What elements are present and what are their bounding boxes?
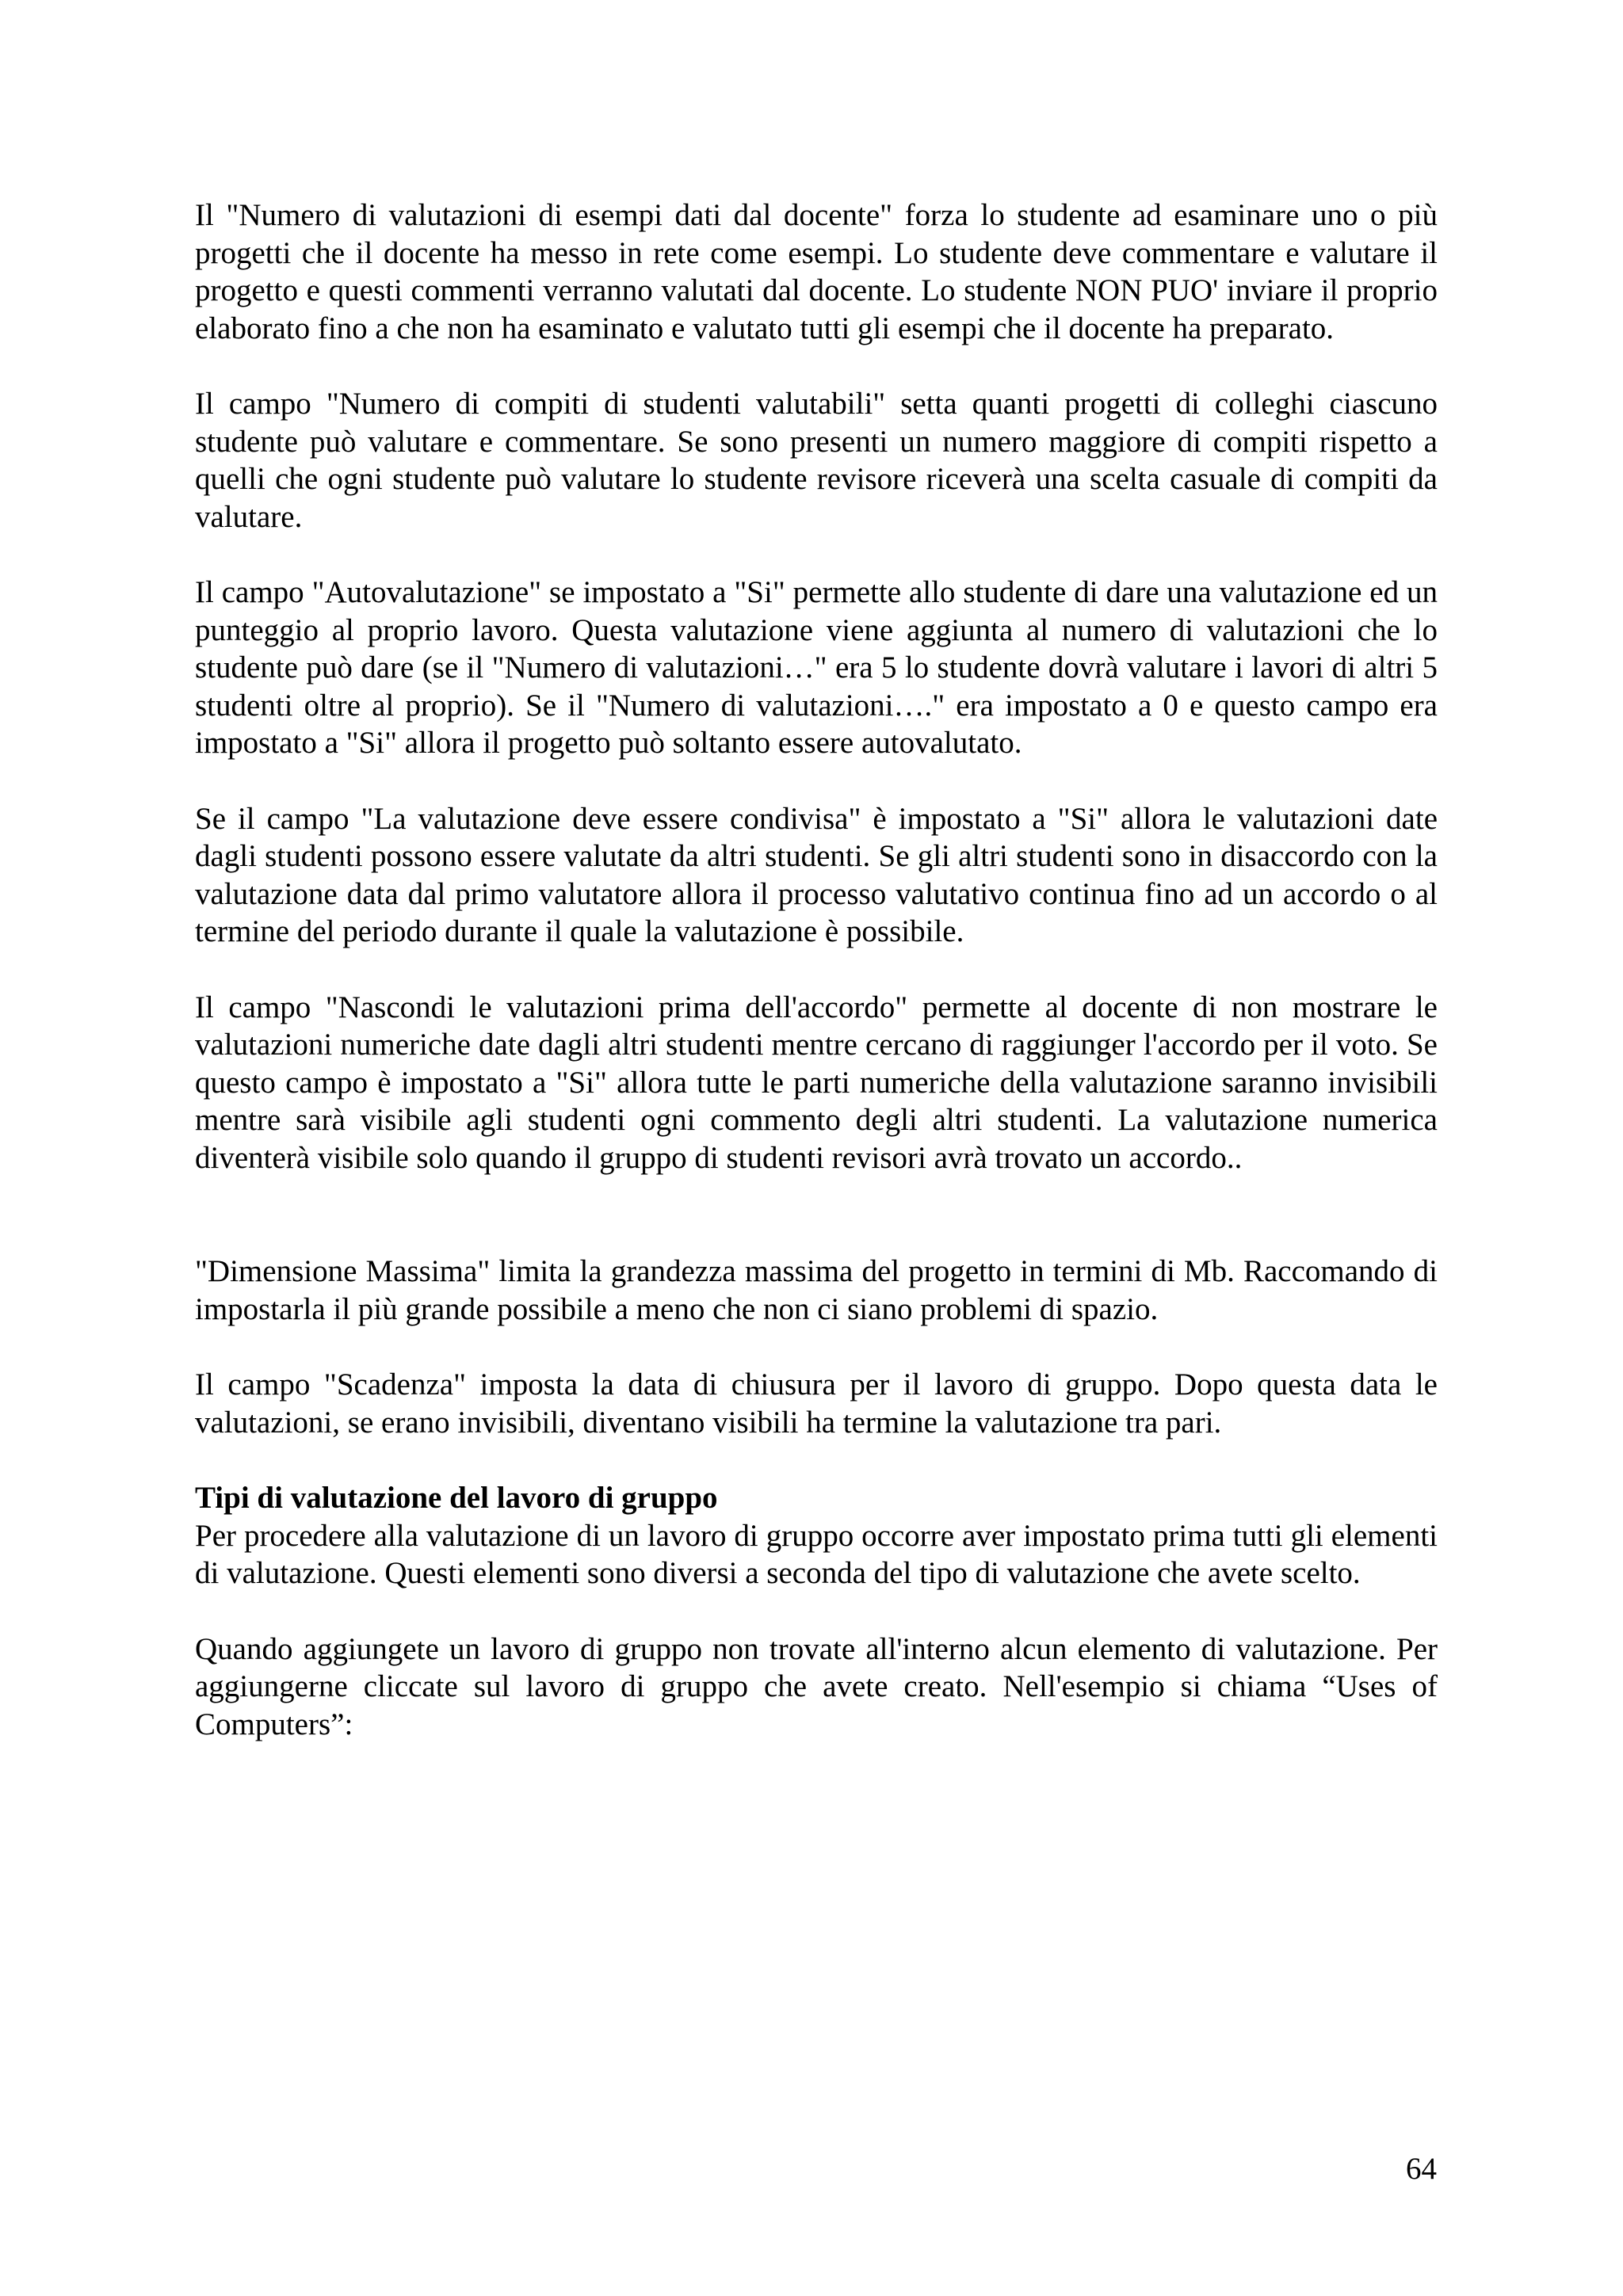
paragraph-scadenza: Il campo "Scadenza" imposta la data di chiusura per il lavoro di gruppo. Dopo questa data le valutazioni, se erano invisibili, diventano visibili ha termine la valutazione tra pari. (195, 1367, 1438, 1440)
paragraph-tipi-valutazione: Per procedere alla valutazione di un lavoro di gruppo occorre aver impostato prima tutti gli elementi di valutazione. Questi elementi sono diversi a seconda del tipo di valutazione che avete scelto. (195, 1518, 1438, 1590)
paragraph-aggiungere-elementi: Quando aggiungete un lavoro di gruppo non trovate all'interno alcun elemento di valutazione. Per aggiungerne cliccate sul lavoro di gruppo che avete creato. Nell'esempio si chiama “Uses of Computers”: (195, 1631, 1438, 1741)
section-heading: Tipi di valutazione del lavoro di gruppo (195, 1481, 718, 1515)
document-body (195, 196, 1438, 1781)
paragraph-nascondi-valutazioni: Il campo "Nascondi le valutazioni prima dell'accordo" permette al docente di non mostrare le valutazioni numeriche date dagli altri studenti mentre cercano di raggiunger l'accordo per il voto. Se questo campo è impostato a "Si" allora tutte le parti numeriche della valutazione saranno invisibili mentre sarà visibile agli studenti ogni commento degli altri studenti. La valutazione numerica diventerà visibile solo quando il gruppo di studenti revisori avrà trovato un accordo.. (195, 990, 1438, 1175)
page-number: 64 (1406, 2152, 1437, 2186)
paragraph-dimensione-massima: "Dimensione Massima" limita la grandezza massima del progetto in termini di Mb. Raccomando di impostarla il più grande possibile a meno che non ci siano problemi di spazio. (195, 1254, 1438, 1326)
paragraph-esempi-docente: Il "Numero di valutazioni di esempi dati dal docente" forza lo studente ad esaminare uno o più progetti che il docente ha messo in rete come esempi. Lo studente deve commentare e valutare il progetto e questi commenti verranno valutati dal docente. Lo studente NON PUO' inviare il proprio elaborato fino a che non ha esaminato e valutato tutti gli esempi che il docente ha preparato. (195, 198, 1438, 345)
paragraph-valutazione-condivisa: Se il campo "La valutazione deve essere condivisa" è impostato a "Si" allora le valutazioni date dagli studenti possono essere valutate da altri studenti. Se gli altri studenti sono in disaccordo con la valutazione data dal primo valutatore allora il processo valutativo continua fino ad un accordo o al termine del periodo durante il quale la valutazione è possibile. (195, 801, 1438, 948)
paragraph-compiti-valutabili: Il campo "Numero di compiti di studenti valutabili" setta quanti progetti di colleghi ciascuno studente può valutare e commentare. Se sono presenti un numero maggiore di compiti rispetto a quelli che ogni studente può valutare lo studente revisore riceverà una scelta casuale di compiti da valutare. (195, 387, 1438, 534)
paragraph-autovalutazione: Il campo "Autovalutazione" se impostato a "Si" permette allo studente di dare una valutazione ed un punteggio al proprio lavoro. Questa valutazione viene aggiunta al numero di valutazioni che lo studente può dare (se il "Numero di valutazioni…" era 5 lo studente dovrà valutare i lavori di altri 5 studenti oltre al proprio). Se il "Numero di valutazioni…." era impostato a 0 e questo campo era impostato a "Si" allora il progetto può soltanto essere autovalutato. (195, 575, 1438, 760)
spacer (195, 1215, 1438, 1253)
